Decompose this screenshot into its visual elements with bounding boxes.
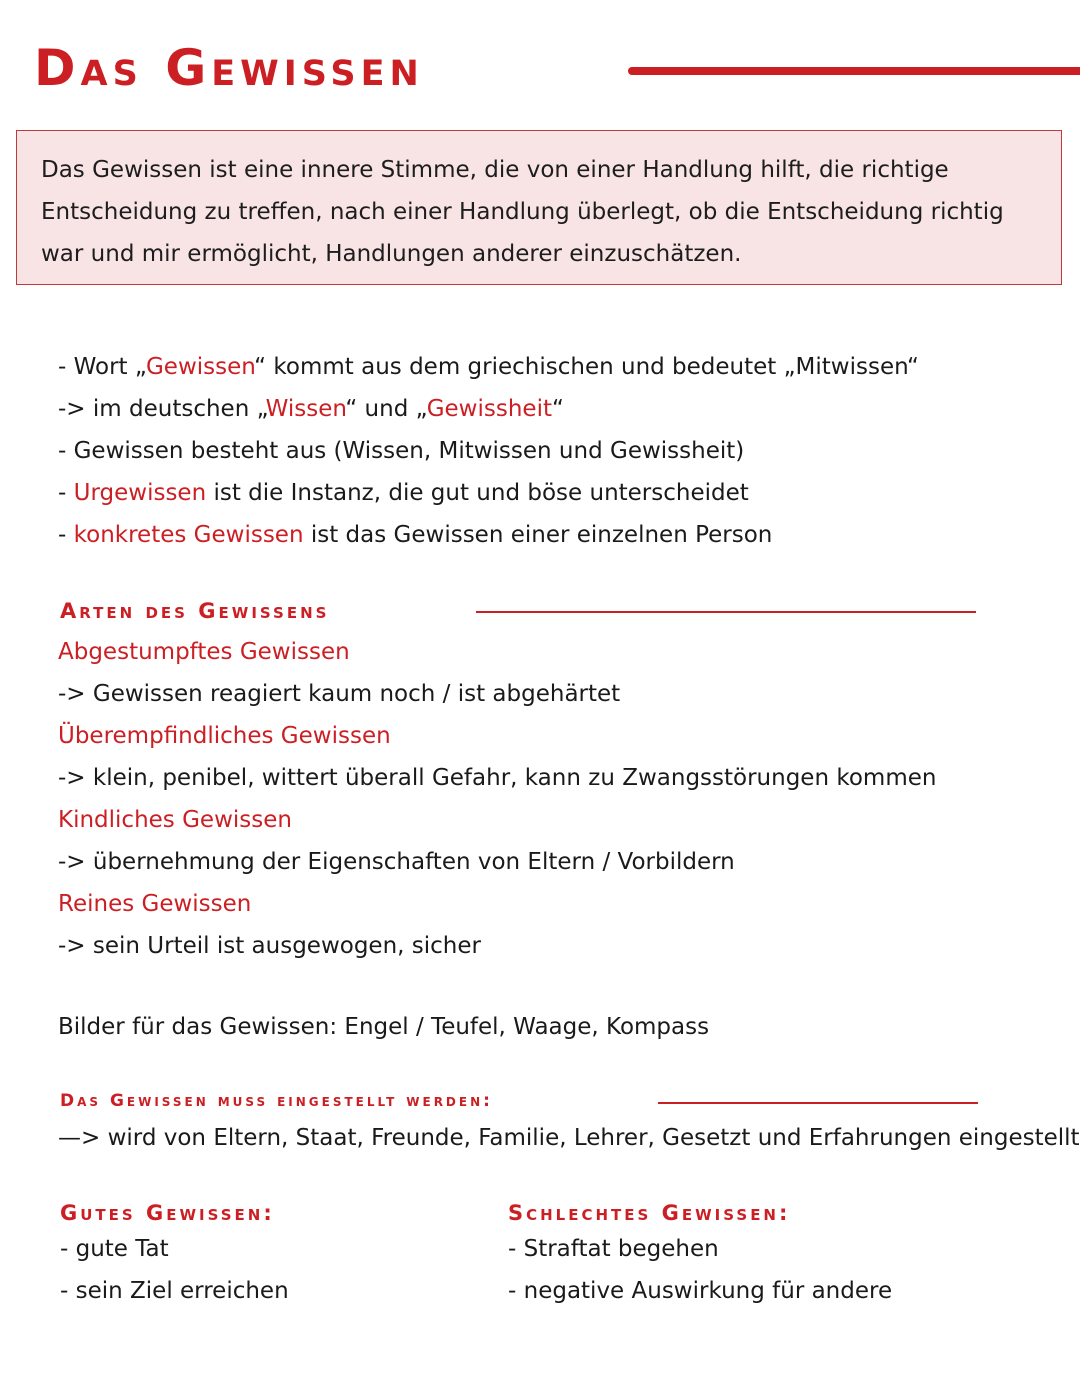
gutes-heading: Gutes Gewissen: — [60, 1201, 275, 1225]
highlight-term: Wissen — [265, 396, 346, 422]
schlechtes-column — [508, 1198, 892, 1312]
eingestellt-divider — [658, 1102, 978, 1104]
list-item: - Wort „Gewissen“ kommt aus dem griechischen und bedeutet „Mitwissen“ — [58, 354, 919, 380]
arten-heading: Arten des Gewissens — [60, 599, 330, 623]
definition-text: Das Gewissen ist eine innere Stimme, die von einer Handlung hilft, die richtige Entscheidung zu treffen, nach einer Handlung überlegt, ob die Entscheidung richtig war und mir ermöglicht, Handlungen anderer einzuschätzen. — [41, 157, 1004, 267]
list-item: - Gewissen besteht aus (Wissen, Mitwissen und Gewissheit) — [58, 438, 745, 464]
eingestellt-heading: Das Gewissen muss eingestellt werden: — [60, 1091, 493, 1111]
art-name: Kindliches Gewissen — [58, 807, 292, 833]
list-item: - negative Auswirkung für andere — [508, 1278, 893, 1304]
art-name: Reines Gewissen — [58, 891, 252, 917]
schlechtes-heading: Schlechtes Gewissen: — [508, 1201, 791, 1225]
highlight-term: Gewissen — [145, 354, 255, 380]
highlight-term: Urgewissen — [73, 480, 207, 506]
art-name: Abgestumpftes Gewissen — [58, 639, 350, 665]
list-item: -> im deutschen „Wissen“ und „Gewissheit“ — [58, 396, 564, 422]
arten-list — [58, 631, 936, 967]
page-title: Das Gewissen — [34, 39, 424, 97]
highlight-term: Gewissheit — [426, 396, 552, 422]
arten-divider — [476, 611, 976, 613]
facts-list — [58, 346, 919, 556]
list-item: - Straftat begehen — [508, 1236, 719, 1262]
art-description: -> Gewissen reagiert kaum noch / ist abgehärtet — [58, 681, 621, 707]
list-item: - Urgewissen ist die Instanz, die gut und böse unterscheidet — [58, 480, 749, 506]
highlight-term: konkretes Gewissen — [73, 522, 304, 548]
definition-box — [16, 130, 1062, 285]
gutes-column — [60, 1198, 289, 1312]
art-description: -> übernehmung der Eigenschaften von Eltern / Vorbildern — [58, 849, 735, 875]
list-item: - gute Tat — [60, 1236, 169, 1262]
eingestellt-text: —> wird von Eltern, Staat, Freunde, Familie, Lehrer, Gesetzt und Erfahrungen eingestellt — [58, 1125, 1080, 1151]
title-divider — [628, 67, 1080, 75]
bilder-text: Bilder für das Gewissen: Engel / Teufel, Waage, Kompass — [58, 1014, 710, 1040]
art-description: -> sein Urteil ist ausgewogen, sicher — [58, 933, 481, 959]
list-item: - konkretes Gewissen ist das Gewissen einer einzelnen Person — [58, 522, 773, 548]
art-name: Überempfindliches Gewissen — [58, 723, 391, 749]
art-description: -> klein, penibel, wittert überall Gefahr, kann zu Zwangsstörungen kommen — [58, 765, 937, 791]
list-item: - sein Ziel erreichen — [60, 1278, 289, 1304]
